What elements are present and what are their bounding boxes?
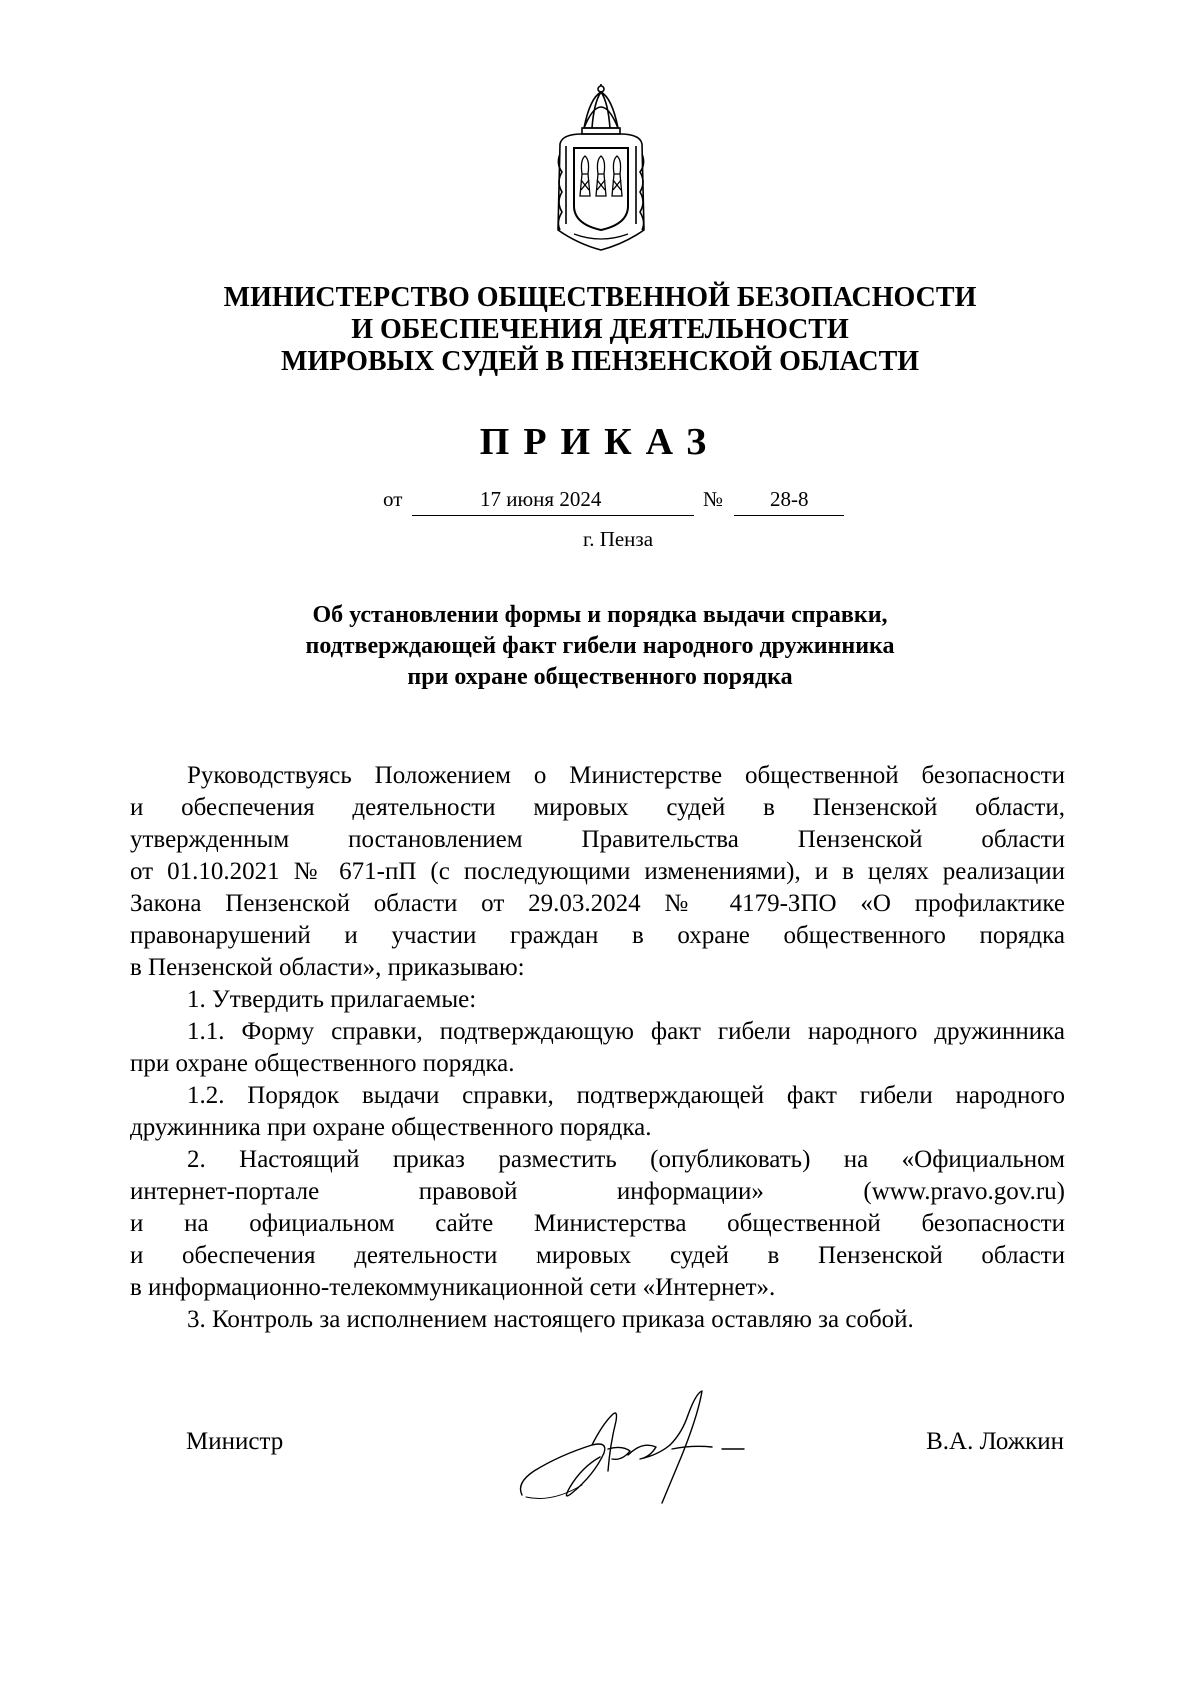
signature-block (0, 1428, 1200, 1488)
body-line: утвержденным постановлением Правительства Пензенской области (130, 826, 1065, 853)
body-line: от 01.10.2021 № 671-пП (с последующими изменениями), и в целях реализации (130, 858, 1065, 885)
number-label: № (703, 487, 724, 511)
body-line: и обеспечения деятельности мировых судей в Пензенской области, (130, 794, 1065, 821)
body-line: Руководствуясь Положением о Министерстве общественной безопасности (187, 762, 1065, 789)
number-underline (734, 515, 844, 516)
body-line: 1.2. Порядок выдачи справки, подтверждающей факт гибели народного (187, 1082, 1065, 1109)
body-line: при охране общественного порядка. (130, 1050, 515, 1077)
subject-line: при охране общественного порядка (407, 664, 793, 690)
body-line: в Пензенской области», приказываю: (130, 954, 525, 981)
body-line: интернет-портале правовой информации» (www.pravo.gov.ru) (130, 1178, 1065, 1205)
signatory-name: В.А. Ложкин (926, 1428, 1064, 1455)
order-date: 17 июня 2024 (480, 487, 602, 511)
subject-line: Об установлении формы и порядка выдачи справки, (312, 602, 888, 628)
body-line: и на официальном сайте Министерства общественной безопасности (130, 1210, 1065, 1237)
ministry-name (130, 282, 1070, 378)
body-line: 1. Утвердить прилагаемые: (187, 986, 477, 1013)
order-number: 28-8 (770, 487, 809, 511)
coat-of-arms-emblem (554, 84, 648, 252)
ministry-line: МИРОВЫХ СУДЕЙ В ПЕНЗЕНСКОЙ ОБЛАСТИ (280, 346, 920, 377)
body-line: 1.1. Форму справки, подтверждающую факт гибели народного дружинника (187, 1018, 1065, 1045)
body-line: 3. Контроль за исполнением настоящего приказа оставляю за собой. (187, 1306, 914, 1333)
date-prefix-label: от (383, 487, 403, 511)
document-type-title: ПРИКАЗ (479, 421, 721, 463)
body-line: 2. Настоящий приказ разместить (опубликовать) на «Официальном (187, 1146, 1065, 1173)
ministry-line: МИНИСТЕРСТВО ОБЩЕСТВЕННОЙ БЕЗОПАСНОСТИ (223, 282, 977, 313)
body-line: в информационно-телекоммуникационной сети «Интернет». (130, 1274, 776, 1301)
body-line: и обеспечения деятельности мировых судей в Пензенской области (130, 1242, 1065, 1269)
body-line: дружинника при охране общественного порядка. (130, 1114, 652, 1141)
order-subject (160, 600, 1040, 693)
date-underline (412, 515, 694, 516)
date-number-line (0, 487, 1200, 517)
body-line: правонарушений и участии граждан в охране общественного порядка (130, 922, 1065, 949)
body-line: Закона Пензенской области от 29.03.2024 № 4179-ЗПО «О профилактике (130, 890, 1065, 917)
subject-line: подтверждающей факт гибели народного дружинника (305, 633, 895, 659)
order-body (130, 760, 1065, 1336)
ministry-line: И ОБЕСПЕЧЕНИЯ ДЕЯТЕЛЬНОСТИ (351, 314, 849, 345)
signatory-position: Министр (186, 1428, 284, 1455)
city-label: г. Пенза (582, 527, 654, 551)
